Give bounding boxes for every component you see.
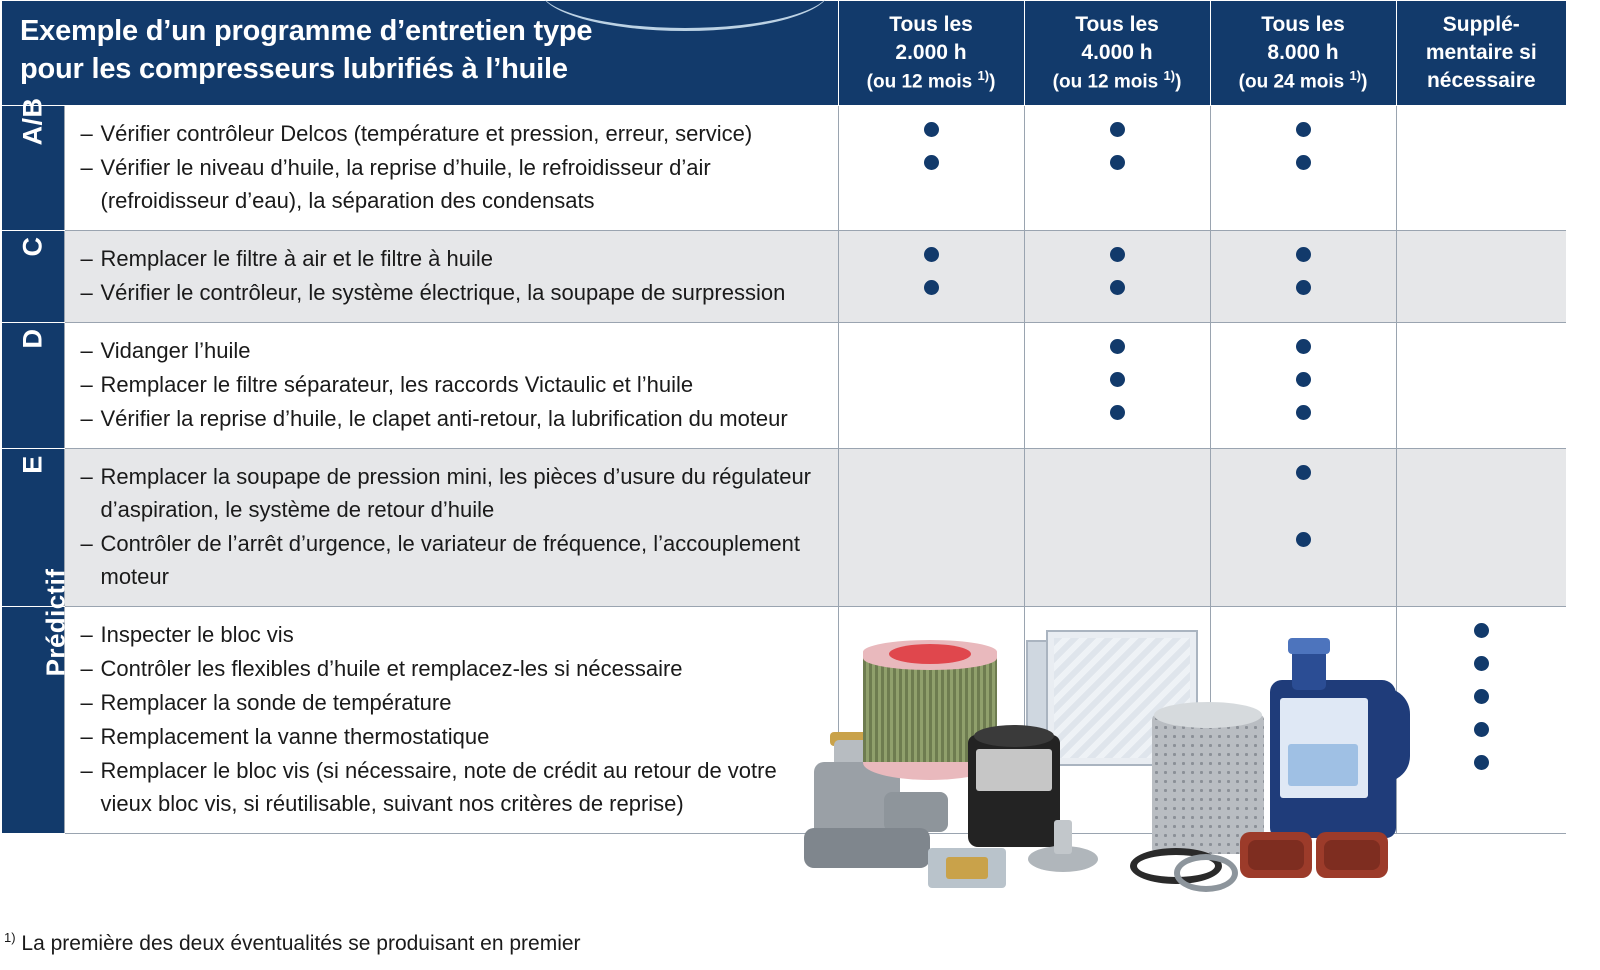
- footnote-text: La première des deux éventualités se produisant en premier: [15, 932, 581, 955]
- dot-marker: [1110, 405, 1125, 420]
- row-tasks-predictif: [64, 607, 838, 834]
- table-row: [2, 323, 1566, 449]
- mark-cell-4000h: [1024, 231, 1210, 323]
- mark-cell-2000h: [838, 231, 1024, 323]
- mark-cell-2000h: [838, 106, 1024, 231]
- dot-marker: [1296, 122, 1311, 137]
- task-item: – Vidanger l’huile: [81, 334, 828, 367]
- task-item: – Remplacer le bloc vis (si nécessaire, note de crédit au retour de votre vieux bloc vis, si réutilisable, suivant nos critères de reprise): [81, 754, 828, 820]
- dot-marker: [1296, 155, 1311, 170]
- dot-marker: [1110, 280, 1125, 295]
- mark-cell-8000h: [1210, 106, 1396, 231]
- page-title: [2, 1, 838, 106]
- row-tasks-d: [64, 323, 838, 449]
- task-item: – Vérifier la reprise d’huile, le clapet anti-retour, la lubrification du moteur: [81, 402, 828, 435]
- dot-marker: [1296, 532, 1311, 547]
- mark-cell-4000h: [1024, 607, 1210, 834]
- row-tasks-e: [64, 449, 838, 607]
- footnote: [4, 930, 581, 956]
- mark-cell-extra: [1396, 231, 1566, 323]
- table-row: [2, 449, 1566, 607]
- mark-cell-4000h: [1024, 323, 1210, 449]
- title-line-2: pour les compresseurs lubrifiés à l’huile: [20, 52, 568, 85]
- dot-marker: [924, 122, 939, 137]
- row-label-e: E: [2, 449, 64, 607]
- dot-marker: [1296, 247, 1311, 262]
- dot-marker: [1474, 656, 1489, 671]
- dot-marker: [1474, 623, 1489, 638]
- dot-marker: [1110, 372, 1125, 387]
- mark-cell-extra: [1396, 607, 1566, 834]
- task-item: – Vérifier le niveau d’huile, la reprise d’huile, le refroidisseur d’air (refroidisseur d’eau), la séparation des condensats: [81, 151, 828, 217]
- footnote-marker: 1): [4, 930, 16, 945]
- mark-cell-extra: [1396, 449, 1566, 607]
- task-item: – Contrôler de l’arrêt d’urgence, le variateur de fréquence, l’accouplement moteur: [81, 527, 828, 593]
- dot-marker: [924, 247, 939, 262]
- column-header-8000h: Tous les 8.000 h (ou 24 mois $^{1)}$): [1210, 1, 1396, 106]
- mark-cell-2000h: [838, 449, 1024, 607]
- row-label-c: C: [2, 231, 64, 323]
- dot-marker: [924, 155, 939, 170]
- table-row: [2, 231, 1566, 323]
- table-row: [2, 106, 1566, 231]
- mark-cell-8000h: [1210, 323, 1396, 449]
- dot-marker: [1296, 280, 1311, 295]
- mark-cell-2000h: [838, 323, 1024, 449]
- task-item: – Remplacer le filtre séparateur, les raccords Victaulic et l’huile: [81, 368, 828, 401]
- row-label-ab: A/B: [2, 106, 64, 231]
- task-item: – Remplacer la sonde de température: [81, 686, 828, 719]
- mark-cell-8000h: [1210, 607, 1396, 834]
- row-tasks-ab: [64, 106, 838, 231]
- mark-cell-8000h: [1210, 449, 1396, 607]
- coupling-icon: [1240, 826, 1390, 888]
- mark-cell-8000h: [1210, 231, 1396, 323]
- table-row: [2, 607, 1566, 834]
- dot-marker: [1296, 405, 1311, 420]
- mark-cell-4000h: [1024, 106, 1210, 231]
- dot-marker: [1296, 465, 1311, 480]
- task-item: – Remplacement la vanne thermostatique: [81, 720, 828, 753]
- column-header-2000h: Tous les 2.000 h (ou 12 mois $^{1)}$): [838, 1, 1024, 106]
- mark-cell-2000h: [838, 607, 1024, 834]
- column-header-4000h: Tous les 4.000 h (ou 12 mois $^{1)}$): [1024, 1, 1210, 106]
- mark-cell-extra: [1396, 106, 1566, 231]
- task-item: – Remplacer la soupape de pression mini, les pièces d’usure du régulateur d’aspiration, le système de retour d’huile: [81, 460, 828, 526]
- mark-cell-4000h: [1024, 449, 1210, 607]
- table-header: [2, 1, 1566, 106]
- dot-marker: [1474, 755, 1489, 770]
- task-item: – Contrôler les flexibles d’huile et remplacez-les si nécessaire: [81, 652, 828, 685]
- table-body: [2, 98, 1566, 834]
- row-tasks-c: [64, 231, 838, 323]
- title-line-1: Exemple d’un programme d’entretien type: [20, 14, 593, 47]
- dot-marker: [1110, 247, 1125, 262]
- dot-marker: [1474, 722, 1489, 737]
- task-item: – Remplacer le filtre à air et le filtre à huile: [81, 242, 828, 275]
- task-item: – Inspecter le bloc vis: [81, 618, 828, 651]
- row-label-predictif: Prédictif: [2, 607, 64, 834]
- dot-marker: [1110, 155, 1125, 170]
- small-plate-icon: [928, 848, 1006, 888]
- dot-marker: [924, 280, 939, 295]
- dot-marker: [1296, 339, 1311, 354]
- maintenance-schedule-table: [2, 0, 1566, 834]
- column-header-extra: Supplé- mentaire si nécessaire: [1396, 1, 1566, 106]
- row-label-d: D: [2, 323, 64, 449]
- task-item: – Vérifier le contrôleur, le système électrique, la soupape de surpression: [81, 276, 828, 309]
- dot-marker: [1474, 689, 1489, 704]
- task-item: – Vérifier contrôleur Delcos (température et pression, erreur, service): [81, 117, 828, 150]
- mark-cell-extra: [1396, 323, 1566, 449]
- dot-marker: [1110, 122, 1125, 137]
- dot-marker: [1110, 339, 1125, 354]
- gasket-icon: [1130, 848, 1222, 884]
- dot-marker: [1296, 372, 1311, 387]
